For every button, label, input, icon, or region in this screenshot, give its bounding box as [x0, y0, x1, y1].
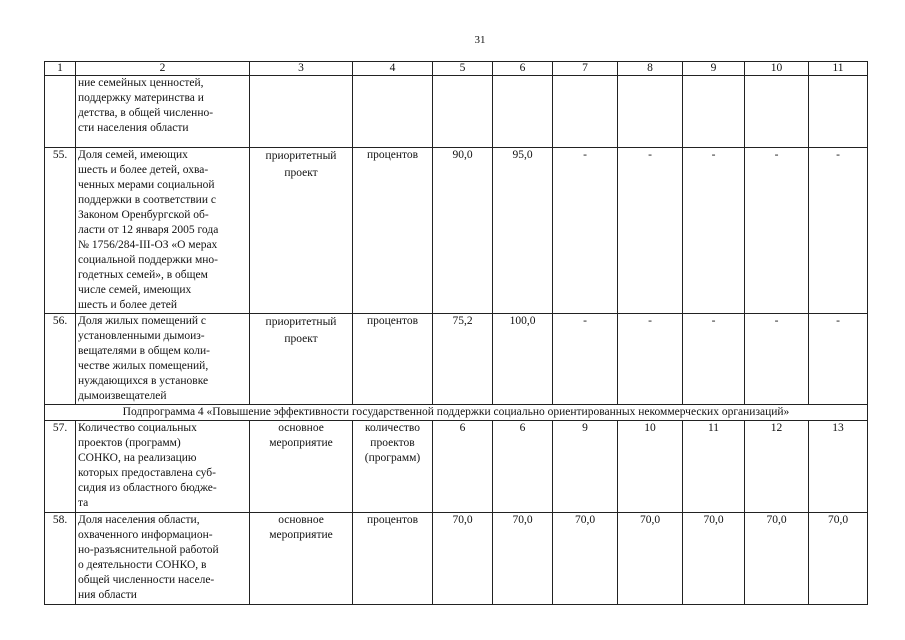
table-row: [45, 148, 868, 314]
unit: процентов: [353, 513, 433, 605]
value-cell: 70,0: [618, 513, 683, 605]
value-cell: 11: [683, 421, 745, 513]
indicator-name: ние семейных ценностей, поддержку материнства и детства, в общей численно- сти населения области: [76, 76, 250, 148]
value-cell: -: [683, 148, 745, 314]
indicator-type: основное мероприятие: [250, 421, 353, 513]
indicator-type: приоритетный проект: [250, 148, 353, 314]
value-cell: 90,0: [433, 148, 493, 314]
value-cell: -: [618, 314, 683, 405]
value-cell: 6: [433, 421, 493, 513]
indicator-name: Количество социальных проектов (программ) СОНКО, на реализацию которых предоставлена суб- сидия из областного бюдже- та: [76, 421, 250, 513]
value-cell: -: [745, 314, 809, 405]
continuation-row: [45, 76, 868, 148]
value-cell: 70,0: [553, 513, 618, 605]
indicator-type: основное мероприятие: [250, 513, 353, 605]
column-number: 10: [745, 62, 809, 76]
indicator-name: Доля населения области, охваченного информацион- но-разъяснительной работой о деятельности СОНКО, в общей численности населе- ния области: [76, 513, 250, 605]
value-cell: 6: [493, 421, 553, 513]
column-number: 3: [250, 62, 353, 76]
value-cell: 12: [745, 421, 809, 513]
column-number: 9: [683, 62, 745, 76]
value-cell: 9: [553, 421, 618, 513]
unit: количество проектов (программ): [353, 421, 433, 513]
row-number: 56.: [45, 314, 76, 405]
value-cell: 13: [809, 421, 868, 513]
value-cell: 70,0: [493, 513, 553, 605]
table-row: [45, 421, 868, 513]
column-number: 1: [45, 62, 76, 76]
value-cell: 70,0: [683, 513, 745, 605]
value-cell: -: [683, 314, 745, 405]
unit: процентов: [353, 314, 433, 405]
value-cell: 10: [618, 421, 683, 513]
value-cell: -: [553, 314, 618, 405]
subprogram-heading: Подпрограмма 4 «Повышение эффективности государственной поддержки социально ориентированных некоммерческих организаций»: [45, 405, 868, 421]
column-number: 6: [493, 62, 553, 76]
table-row: [45, 314, 868, 405]
value-cell: 70,0: [433, 513, 493, 605]
value-cell: 95,0: [493, 148, 553, 314]
value-cell: 70,0: [745, 513, 809, 605]
indicator-name: Доля семей, имеющих шесть и более детей, охва- ченных мерами социальной поддержки в соответствии с Законом Оренбургской об- ласти от 12 января 2005 года № 1756/284-III-ОЗ «О мерах социальной поддержки мно- годетных семей», в общем числе семей, имеющих шесть и более детей: [76, 148, 250, 314]
column-number: 8: [618, 62, 683, 76]
value-cell: -: [809, 314, 868, 405]
value-cell: -: [553, 148, 618, 314]
value-cell: 70,0: [809, 513, 868, 605]
indicator-name: Доля жилых помещений с установленными дымоиз- вещателями в общем коли- честве жилых помещений, нуждающихся в установке дымоизвещателей: [76, 314, 250, 405]
value-cell: -: [745, 148, 809, 314]
column-number: 4: [353, 62, 433, 76]
value-cell: -: [618, 148, 683, 314]
row-number: 55.: [45, 148, 76, 314]
column-number-row: [45, 62, 868, 76]
column-number: 2: [76, 62, 250, 76]
row-number: 58.: [45, 513, 76, 605]
subprogram-row: [45, 405, 868, 421]
row-number: 57.: [45, 421, 76, 513]
value-cell: 100,0: [493, 314, 553, 405]
page-number: 31: [474, 34, 486, 46]
table-row: [45, 513, 868, 605]
indicator-type: приоритетный проект: [250, 314, 353, 405]
column-number: 11: [809, 62, 868, 76]
unit: процентов: [353, 148, 433, 314]
value-cell: 75,2: [433, 314, 493, 405]
column-number: 5: [433, 62, 493, 76]
indicators-table: [44, 61, 868, 605]
column-number: 7: [553, 62, 618, 76]
value-cell: -: [809, 148, 868, 314]
